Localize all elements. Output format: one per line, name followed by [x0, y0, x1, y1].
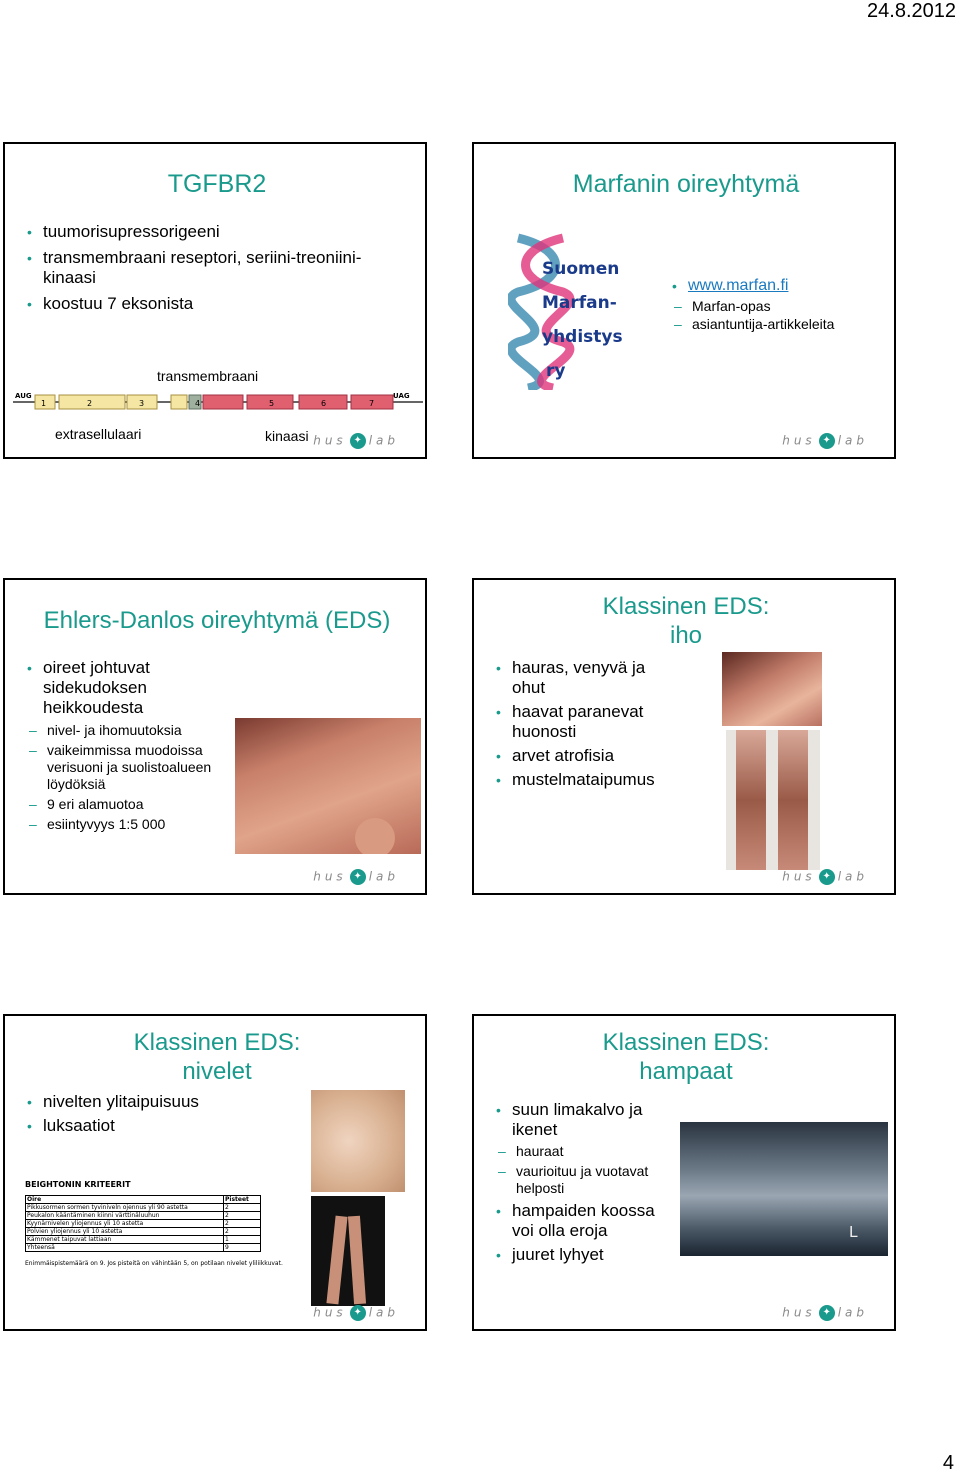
slide-marfan [472, 142, 896, 459]
bullet-item: • tuumorisupressorigeeni [29, 222, 409, 242]
exon-label: 2 [87, 399, 93, 408]
logo-line: yhdistys [542, 327, 623, 347]
exon-label: 6 [321, 399, 327, 408]
bullet-list [498, 658, 678, 790]
skin-stretch-photo [235, 718, 421, 854]
exon-label: 1 [41, 399, 47, 408]
sub-item: – 9 eri alamuotoa [29, 796, 219, 813]
huslab-logo: hus ✦ lab [782, 1305, 868, 1320]
logo-line: Suomen [542, 259, 620, 279]
beighton-criteria-table [25, 1195, 261, 1252]
huslab-logo: hus ✦ lab [313, 869, 399, 884]
sub-item: – asiantuntija-artikkeleita [674, 316, 884, 333]
dental-xray-photo [680, 1122, 888, 1256]
globe-icon: ✦ [350, 433, 366, 449]
gene-end-label: UAG [393, 392, 410, 400]
sub-item: – hauraat [498, 1143, 678, 1160]
table-note: Enimmäispistemäärä on 9. Jos pisteitä on vähintään 5, on potilaan nivelet yliliikkuvat. [25, 1260, 283, 1267]
globe-icon: ✦ [350, 1305, 366, 1321]
gene-exon-diagram [11, 388, 425, 414]
slide-title: TGFBR2 [167, 170, 267, 198]
table-row: Pikkusormen sormen tyviniveln ojennus yli 90 astetta 2 [26, 1204, 261, 1212]
bullet-list [674, 276, 884, 334]
bullet-item: • transmembraani reseptori, seriini-treoniini-kinaasi [29, 248, 409, 288]
bullet-item: • nivelten ylitaipuisuus [29, 1092, 309, 1112]
column-header: Pisteet [224, 1196, 261, 1204]
column-header: Oire [26, 1196, 224, 1204]
slide-eds-joints [3, 1014, 427, 1331]
sub-item: – Marfan-opas [674, 298, 884, 315]
bullet-item: • juuret lyhyet [498, 1245, 678, 1265]
bullet-item: • oireet johtuvat sidekudoksen heikkoudesta – nivel- ja ihomuutoksia – vaikeimmissa muodoissa verisuoni ja suolistoalueen löydöksiä – 9 eri alamuotoa – esiintyvyys 1:5 000 [29, 658, 219, 833]
bullet-item [674, 276, 884, 333]
slide-title: Ehlers-Danlos oireyhtymä (EDS) [43, 607, 391, 634]
exon-label: 3 [139, 399, 145, 408]
logo-line: ry [546, 361, 566, 381]
slide-title: Klassinen EDS: iho [602, 593, 770, 649]
beighton-table [25, 1180, 315, 1267]
globe-icon: ✦ [350, 869, 366, 885]
logo-line: Marfan- [542, 293, 617, 313]
bullet-item: • luksaatiot [29, 1116, 309, 1136]
marfan-website-link[interactable]: www.marfan.fi [688, 277, 789, 294]
sub-item: – vaurioituu ja vuotavat helposti [498, 1163, 678, 1197]
bullet-item: • haavat paranevat huonosti [498, 702, 678, 742]
marfan-association-logo [508, 230, 632, 390]
huslab-logo: hus ✦ lab [313, 433, 399, 448]
bullet-list [29, 658, 219, 836]
slide-title: Klassinen EDS: nivelet [133, 1029, 301, 1085]
slide-eds-skin [472, 578, 896, 895]
table-row: Peukalon kääntäminen kiinni värttinäluuhun 2 [26, 1212, 261, 1220]
table-caption: BEIGHTONIN KRITEERIT [25, 1180, 131, 1189]
bullet-list [29, 1092, 309, 1136]
huslab-logo: hus ✦ lab [313, 1305, 399, 1320]
table-row: Yhteensä 9 [26, 1244, 261, 1252]
globe-icon: ✦ [819, 1305, 835, 1321]
xray-marker: L [849, 1224, 858, 1241]
slide-eds-teeth [472, 1014, 896, 1331]
exon-label: 7 [369, 399, 375, 408]
bullet-item: • hauras, venyvä ja ohut [498, 658, 678, 698]
legs-scars-photo [726, 730, 820, 870]
slide-eds [3, 578, 427, 895]
slide-tgfbr2 [3, 142, 427, 459]
table-row: Kämmenet taipuvat lattiaan 1 [26, 1236, 261, 1244]
sub-item: – vaikeimmissa muodoissa verisuoni ja suolistoalueen löydöksiä [29, 742, 219, 793]
slide-title: Klassinen EDS: hampaat [602, 1029, 770, 1085]
sub-item: – esiintyvyys 1:5 000 [29, 816, 219, 833]
bullet-item: • suun limakalvo ja ikenet – hauraat – vaurioituu ja vuotavat helposti [498, 1100, 678, 1197]
sub-item: – nivel- ja ihomuutoksia [29, 722, 219, 739]
label-transmembrane: transmembraani [157, 368, 259, 384]
slide-title: Marfanin oireyhtymä [572, 170, 800, 198]
header-date: 24.8.2012 [867, 0, 956, 22]
exon-label: 4 [195, 399, 201, 408]
label-extracellular: extrasellulaari [55, 426, 142, 442]
table-row: Kyynärnivelen yliojennus yli 10 astetta 2 [26, 1220, 261, 1228]
huslab-logo: hus ✦ lab [782, 869, 868, 884]
bullet-list [29, 222, 409, 314]
hypermobile-finger-photo [311, 1090, 405, 1192]
table-header-row [26, 1196, 261, 1204]
bullet-item: • mustelmataipumus [498, 770, 678, 790]
bullet-item: • arvet atrofisia [498, 746, 678, 766]
globe-icon: ✦ [819, 869, 835, 885]
gene-start-label: AUG [15, 392, 32, 400]
huslab-logo: hus ✦ lab [782, 433, 868, 448]
bullet-list [498, 1100, 678, 1265]
hyperextended-knees-photo [311, 1196, 385, 1306]
label-kinase: kinaasi [265, 428, 309, 444]
bullet-item: • hampaiden koossa voi olla eroja [498, 1201, 678, 1241]
skin-stretch-photo [722, 652, 822, 726]
page-number: 4 [942, 1452, 954, 1474]
bullet-item: • koostuu 7 eksonista [29, 294, 409, 314]
globe-icon: ✦ [819, 433, 835, 449]
table-row: Polvien yliojennus yli 10 astetta 2 [26, 1228, 261, 1236]
exon-label: 5 [269, 399, 275, 408]
